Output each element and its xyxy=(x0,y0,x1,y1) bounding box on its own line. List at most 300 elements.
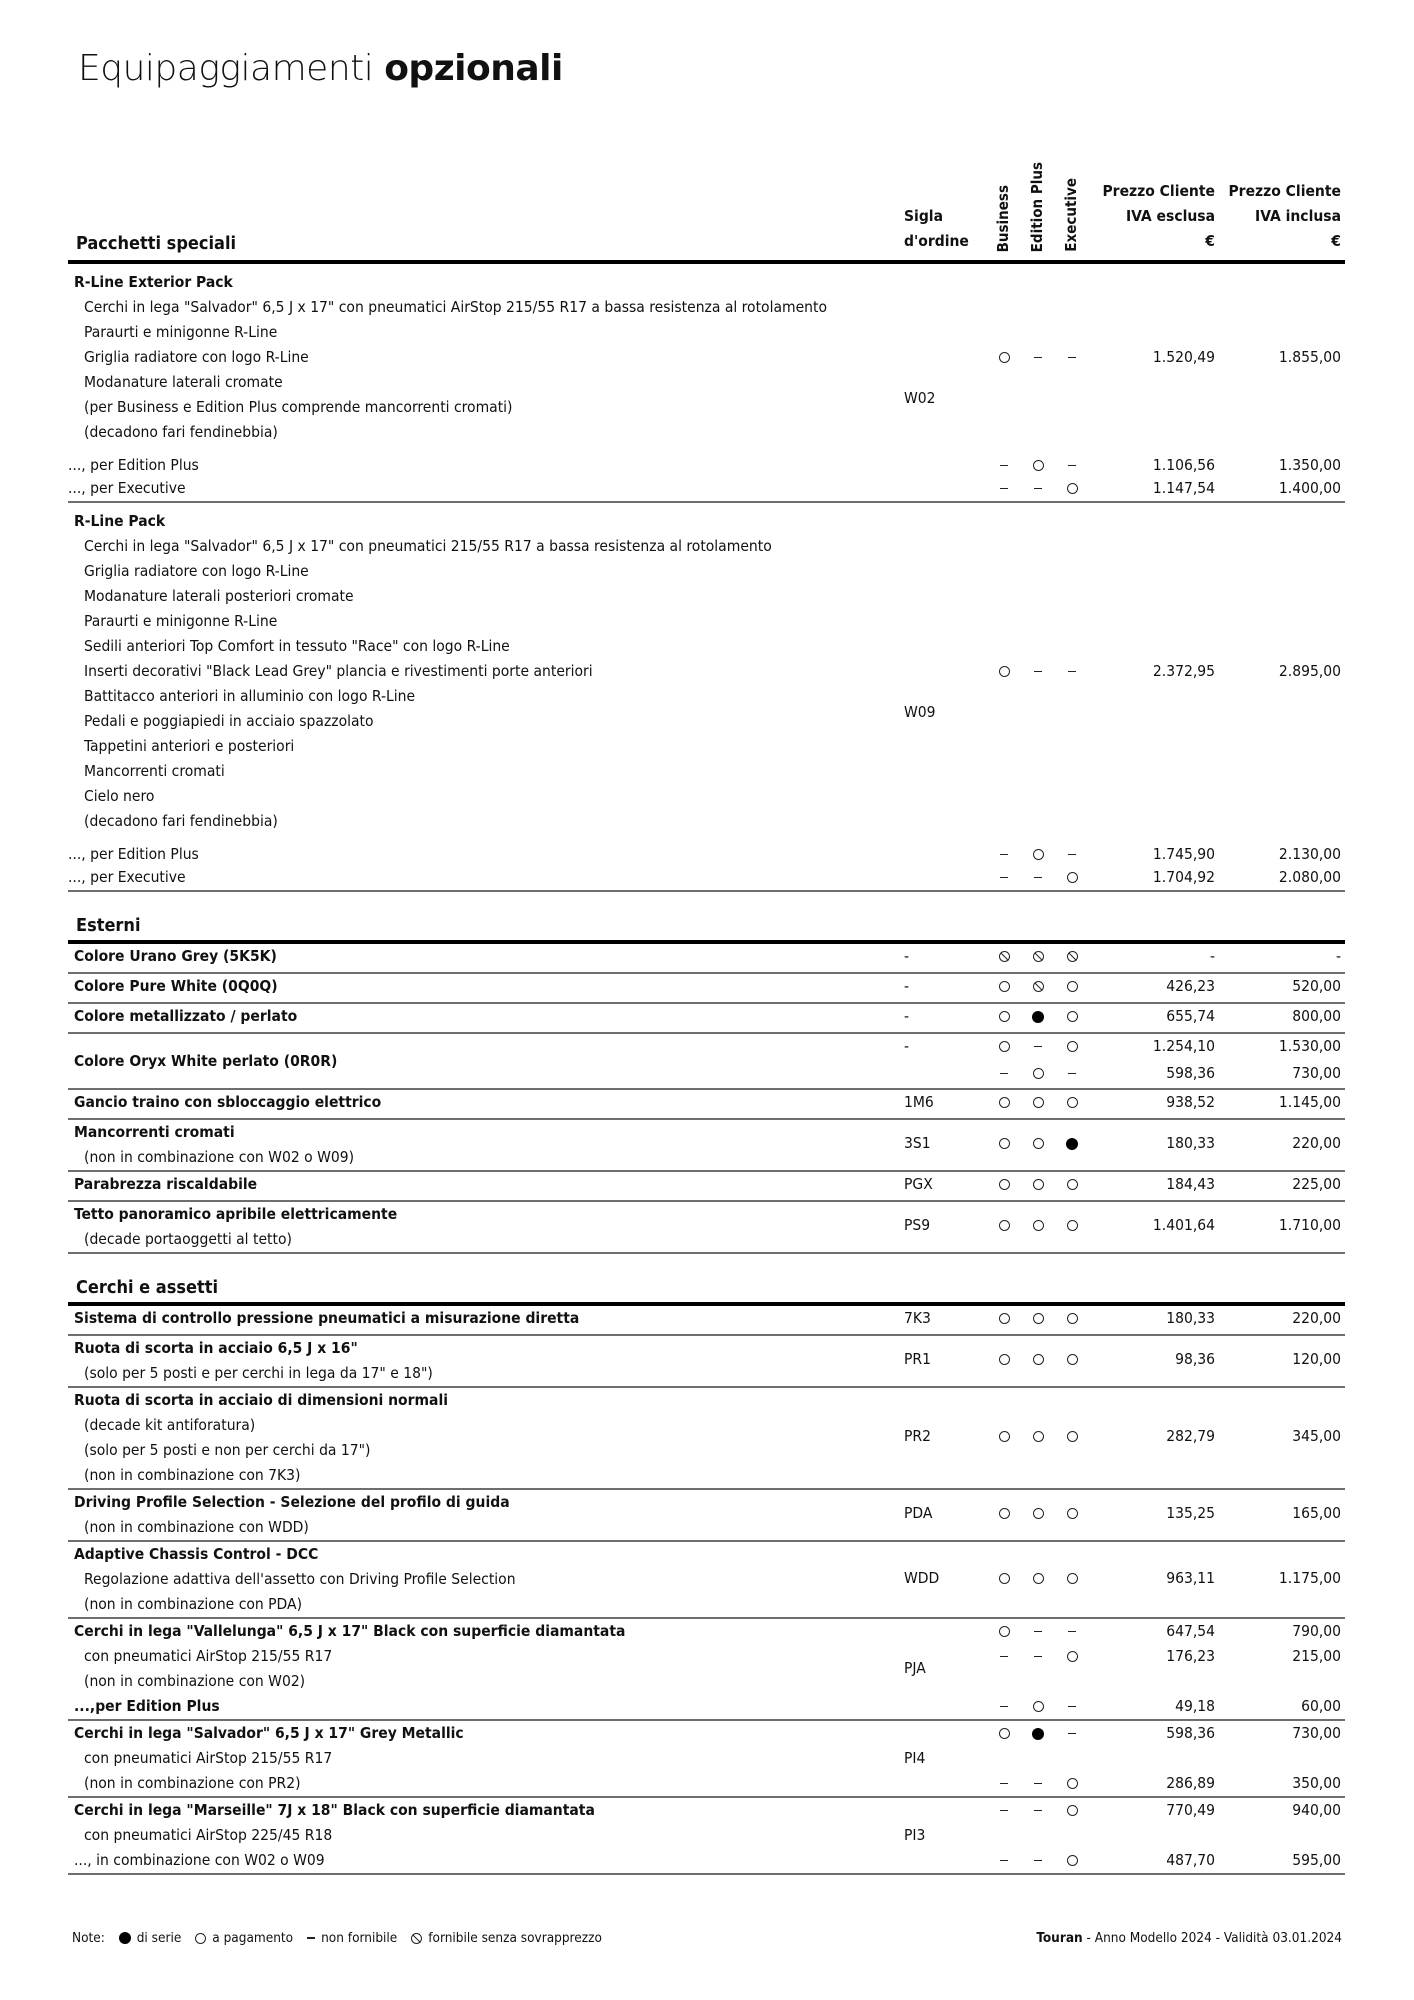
price-incl-vat: 225,00 xyxy=(1292,1175,1341,1193)
availability-business xyxy=(994,456,1014,474)
no-charge-icon xyxy=(999,951,1010,962)
availability-executive xyxy=(1062,1064,1082,1082)
dash-icon xyxy=(1000,1706,1008,1708)
price-incl-vat: 1.175,00 xyxy=(1278,1568,1341,1587)
line-text: Colore Pure White (0Q0Q) xyxy=(74,977,278,995)
price-incl-vat: 2.080,00 xyxy=(1278,868,1341,886)
package-item xyxy=(68,503,1345,892)
price-excl-vat: 487,70 xyxy=(1166,1851,1215,1869)
line-text: Ruota di scorta in acciaio 6,5 J x 16" xyxy=(74,1339,358,1357)
price-incl-vat: 165,00 xyxy=(1292,1504,1341,1522)
price-excl-vat: 598,36 xyxy=(1166,1064,1215,1082)
price-excl-vat: 1.520,49 xyxy=(1152,348,1215,366)
filled-dot-icon xyxy=(1066,1138,1078,1150)
order-code: WDD xyxy=(904,1568,940,1587)
option-row xyxy=(68,1034,1345,1090)
price-excl-vat: 1.254,10 xyxy=(1152,1037,1215,1055)
price-incl-vat: 2.895,00 xyxy=(1278,662,1341,680)
availability-executive xyxy=(1062,1774,1082,1792)
order-code: PR1 xyxy=(904,1350,931,1368)
circle-icon xyxy=(999,1626,1010,1637)
availability-edition-plus xyxy=(1028,1801,1048,1819)
dash-icon xyxy=(1034,671,1042,673)
circle-icon xyxy=(999,666,1010,677)
line-text: (non in combinazione con PR2) xyxy=(84,1774,301,1792)
line-text: Battitacco anteriori in alluminio con logo R-Line xyxy=(84,687,416,705)
line-text: Paraurti e minigonne R-Line xyxy=(84,323,278,341)
availability-business xyxy=(994,348,1014,366)
option-row xyxy=(68,974,1345,1004)
availability-business xyxy=(994,868,1014,886)
price-excl-vat: 1.147,54 xyxy=(1152,479,1215,497)
price-incl-vat: 220,00 xyxy=(1292,1309,1341,1327)
line-text: Regolazione adattiva dell'assetto con Driving Profile Selection xyxy=(84,1570,516,1588)
availability-executive xyxy=(1062,1697,1082,1715)
availability-business xyxy=(994,947,1014,965)
line-text: Sedili anteriori Top Comfort in tessuto "Race" con logo R-Line xyxy=(84,637,510,655)
line-text: (solo per 5 posti e per cerchi in lega da 17" e 18") xyxy=(84,1364,433,1382)
availability-business xyxy=(994,1697,1014,1715)
price-excl-vat: 135,25 xyxy=(1166,1504,1215,1522)
line-text: Paraurti e minigonne R-Line xyxy=(84,612,278,630)
circle-icon xyxy=(1033,1508,1044,1519)
availability-executive xyxy=(1062,1801,1082,1819)
legend-label: di serie xyxy=(136,1930,182,1946)
order-code: PJA xyxy=(904,1659,926,1677)
circle-icon xyxy=(1067,1354,1078,1365)
line-text: Pedali e poggiapiedi in acciaio spazzolato xyxy=(84,712,374,730)
option-row xyxy=(68,1306,1345,1336)
line-text: ..., per Executive xyxy=(68,868,186,886)
package-title: R-Line Exterior Pack xyxy=(74,273,233,291)
price-excl-vat: 655,74 xyxy=(1166,1007,1215,1025)
section-title: Pacchetti speciali xyxy=(76,233,237,254)
availability-executive xyxy=(1062,868,1082,886)
line-text: con pneumatici AirStop 215/55 R17 xyxy=(84,1749,333,1767)
line-text: Mancorrenti cromati xyxy=(74,1123,235,1141)
availability-executive xyxy=(1062,1175,1082,1193)
table-body xyxy=(68,264,1345,1875)
line-text: (per Business e Edition Plus comprende mancorrenti cromati) xyxy=(84,398,513,416)
dash-icon xyxy=(307,1937,315,1939)
circle-icon xyxy=(1033,1354,1044,1365)
circle-icon xyxy=(1033,1068,1044,1079)
circle-icon xyxy=(999,1041,1010,1052)
dash-icon xyxy=(1068,671,1076,673)
availability-business xyxy=(994,1427,1014,1445)
dash-icon xyxy=(1068,1631,1076,1633)
dash-icon xyxy=(1034,357,1042,359)
order-code: PS9 xyxy=(904,1216,931,1234)
line-text: Cerchi in lega "Salvador" 6,5 J x 17" con pneumatici AirStop 215/55 R17 a bassa resistenza al rotolamento xyxy=(84,298,828,316)
dash-icon xyxy=(1068,854,1076,856)
order-code: 7K3 xyxy=(904,1309,931,1327)
circle-icon xyxy=(1033,1220,1044,1231)
order-code: - xyxy=(904,1007,910,1025)
price-excl-vat: 770,49 xyxy=(1166,1801,1215,1819)
option-row xyxy=(68,1798,1345,1875)
line-text: ..., in combinazione con W02 o W09 xyxy=(74,1851,325,1869)
availability-executive xyxy=(1062,1622,1082,1640)
line-text: (non in combinazione con WDD) xyxy=(84,1518,309,1536)
no-charge-icon xyxy=(1033,981,1044,992)
dash-icon xyxy=(1034,1783,1042,1785)
price-incl-vat: 2.130,00 xyxy=(1278,845,1341,863)
col-executive: Executive xyxy=(1062,178,1080,252)
availability-edition-plus xyxy=(1028,1504,1048,1522)
availability-business xyxy=(994,1093,1014,1111)
circle-icon xyxy=(999,1011,1010,1022)
availability-executive xyxy=(1062,947,1082,965)
price-incl-vat: 1.400,00 xyxy=(1278,479,1341,497)
price-incl-vat: 120,00 xyxy=(1292,1350,1341,1368)
line-text: con pneumatici AirStop 225/45 R18 xyxy=(84,1826,333,1844)
dash-icon xyxy=(1034,877,1042,879)
dash-icon xyxy=(1068,1706,1076,1708)
col-sigla: Sigla d'ordine xyxy=(904,207,969,250)
circle-icon xyxy=(1067,1651,1078,1662)
dash-icon xyxy=(1068,357,1076,359)
price-incl-vat: 730,00 xyxy=(1292,1064,1341,1082)
availability-edition-plus xyxy=(1028,1851,1048,1869)
option-row xyxy=(68,1090,1345,1120)
line-text: Modanature laterali cromate xyxy=(84,373,283,391)
no-charge-icon xyxy=(1033,951,1044,962)
filled-dot-icon xyxy=(119,1932,131,1944)
dash-icon xyxy=(1034,1046,1042,1048)
title-light: Equipaggiamenti xyxy=(78,48,374,89)
line-text: Tappetini anteriori e posteriori xyxy=(84,737,295,755)
price-excl-vat: 1.745,90 xyxy=(1152,845,1215,863)
availability-executive xyxy=(1062,479,1082,497)
circle-icon xyxy=(999,981,1010,992)
availability-business xyxy=(994,977,1014,995)
option-row xyxy=(68,1202,1345,1254)
availability-business xyxy=(994,1175,1014,1193)
availability-business xyxy=(994,1134,1014,1152)
circle-icon xyxy=(999,1179,1010,1190)
order-code: - xyxy=(904,947,910,965)
circle-icon xyxy=(999,1508,1010,1519)
line-text: (non in combinazione con W02 o W09) xyxy=(84,1148,355,1166)
line-text: ..., per Edition Plus xyxy=(68,456,199,474)
option-row xyxy=(68,944,1345,974)
availability-edition-plus xyxy=(1028,1309,1048,1327)
price-incl-vat: 215,00 xyxy=(1292,1647,1341,1665)
price-excl-vat: 282,79 xyxy=(1166,1427,1215,1445)
availability-executive xyxy=(1062,348,1082,366)
availability-executive xyxy=(1062,1007,1082,1025)
price-incl-vat: 730,00 xyxy=(1292,1724,1341,1742)
availability-executive xyxy=(1062,1216,1082,1234)
dash-icon xyxy=(1034,1860,1042,1862)
order-code: - xyxy=(904,977,910,995)
dash-icon xyxy=(1000,465,1008,467)
line-text: Colore metallizzato / perlato xyxy=(74,1007,298,1025)
circle-icon xyxy=(1067,1508,1078,1519)
circle-icon xyxy=(1067,1778,1078,1789)
price-excl-vat: 426,23 xyxy=(1166,977,1215,995)
price-incl-vat: 790,00 xyxy=(1292,1622,1341,1640)
dash-icon xyxy=(1000,1073,1008,1075)
line-text: Cerchi in lega "Vallelunga" 6,5 J x 17" Black con superficie diamantata xyxy=(74,1622,626,1640)
circle-icon xyxy=(999,1354,1010,1365)
price-excl-vat: 963,11 xyxy=(1166,1568,1215,1587)
availability-edition-plus xyxy=(1028,1569,1048,1587)
line-text: (decade kit antiforatura) xyxy=(84,1416,256,1434)
filled-dot-icon xyxy=(1032,1011,1044,1023)
circle-icon xyxy=(1067,981,1078,992)
availability-edition-plus xyxy=(1028,1175,1048,1193)
availability-edition-plus xyxy=(1028,1350,1048,1368)
option-row xyxy=(68,1542,1345,1619)
col-business: Business xyxy=(994,184,1012,252)
availability-executive xyxy=(1062,1134,1082,1152)
line-text: Cerchi in lega "Salvador" 6,5 J x 17" con pneumatici 215/55 R17 a bassa resistenza al rotolamento xyxy=(84,537,772,555)
price-incl-vat: - xyxy=(1335,947,1341,965)
table-header xyxy=(68,152,1345,260)
circle-icon xyxy=(1067,1179,1078,1190)
price-excl-vat: 647,54 xyxy=(1166,1622,1215,1640)
order-code: 1M6 xyxy=(904,1093,934,1111)
line-text: Griglia radiatore con logo R-Line xyxy=(84,562,309,580)
availability-business xyxy=(994,1647,1014,1665)
availability-business xyxy=(994,1724,1014,1742)
circle-icon xyxy=(1067,1573,1078,1584)
circle-icon xyxy=(1033,1138,1044,1149)
availability-edition-plus xyxy=(1028,1774,1048,1792)
price-excl-vat: 184,43 xyxy=(1166,1175,1215,1193)
price-excl-vat: 1.401,64 xyxy=(1152,1216,1215,1234)
price-incl-vat: 1.530,00 xyxy=(1278,1037,1341,1055)
availability-executive xyxy=(1062,1504,1082,1522)
availability-edition-plus xyxy=(1028,947,1048,965)
line-text: Ruota di scorta in acciaio di dimensioni normali xyxy=(74,1391,449,1409)
availability-executive xyxy=(1062,456,1082,474)
circle-icon xyxy=(999,1573,1010,1584)
line-text: Cielo nero xyxy=(84,787,155,805)
dash-icon xyxy=(1000,1860,1008,1862)
footer-model-info xyxy=(1036,1930,1342,1946)
availability-edition-plus xyxy=(1028,1647,1048,1665)
dash-icon xyxy=(1000,854,1008,856)
no-charge-icon xyxy=(1067,951,1078,962)
dash-icon xyxy=(1068,465,1076,467)
price-excl-vat: 98,36 xyxy=(1175,1350,1215,1368)
price-incl-vat: 60,00 xyxy=(1301,1697,1341,1715)
dash-icon xyxy=(1000,1656,1008,1658)
availability-edition-plus xyxy=(1028,977,1048,995)
order-code: PR2 xyxy=(904,1427,931,1445)
availability-business xyxy=(994,1504,1014,1522)
availability-business xyxy=(994,1851,1014,1869)
availability-business xyxy=(994,1569,1014,1587)
filled-dot-icon xyxy=(1032,1728,1044,1740)
dash-icon xyxy=(1000,488,1008,490)
price-incl-vat: 1.350,00 xyxy=(1278,456,1341,474)
option-row xyxy=(68,1172,1345,1202)
availability-business xyxy=(994,845,1014,863)
price-excl-vat: 180,33 xyxy=(1166,1309,1215,1327)
price-incl-vat: 1.145,00 xyxy=(1278,1093,1341,1111)
price-incl-vat: 940,00 xyxy=(1292,1801,1341,1819)
model-name: Touran xyxy=(1036,1930,1083,1946)
option-row xyxy=(68,1004,1345,1034)
availability-business xyxy=(994,1216,1014,1234)
order-code: W09 xyxy=(904,703,936,721)
availability-edition-plus xyxy=(1028,868,1048,886)
circle-icon xyxy=(1067,1855,1078,1866)
line-text: (non in combinazione con W02) xyxy=(84,1672,306,1690)
circle-icon xyxy=(1033,1573,1044,1584)
note-label: Note: xyxy=(72,1930,105,1946)
line-text: (solo per 5 posti e non per cerchi da 17") xyxy=(84,1441,371,1459)
availability-edition-plus xyxy=(1028,1697,1048,1715)
price-excl-vat: 1.106,56 xyxy=(1152,456,1215,474)
circle-icon xyxy=(1033,460,1044,471)
circle-icon xyxy=(1067,1431,1078,1442)
line-text: Parabrezza riscaldabile xyxy=(74,1175,258,1193)
order-code: PGX xyxy=(904,1175,933,1193)
circle-icon xyxy=(1033,1701,1044,1712)
availability-business xyxy=(994,1007,1014,1025)
availability-business xyxy=(994,662,1014,680)
option-row xyxy=(68,1721,1345,1798)
line-text: ..., per Edition Plus xyxy=(68,845,199,863)
circle-icon xyxy=(1067,1805,1078,1816)
circle-icon xyxy=(1067,1313,1078,1324)
dash-icon xyxy=(1034,1810,1042,1812)
order-code: W02 xyxy=(904,389,936,407)
legend xyxy=(72,1930,616,1946)
price-incl-vat: 520,00 xyxy=(1292,977,1341,995)
circle-icon xyxy=(195,1933,206,1944)
line-text: (decadono fari fendinebbia) xyxy=(84,423,278,441)
circle-icon xyxy=(999,352,1010,363)
line-text: ..., per Executive xyxy=(68,479,186,497)
line-text: Driving Profile Selection - Selezione del profilo di guida xyxy=(74,1493,510,1511)
availability-executive xyxy=(1062,1647,1082,1665)
availability-edition-plus xyxy=(1028,845,1048,863)
line-text: Adaptive Chassis Control - DCC xyxy=(74,1545,319,1563)
availability-executive xyxy=(1062,1427,1082,1445)
dash-icon xyxy=(1000,877,1008,879)
availability-business xyxy=(994,1801,1014,1819)
legend-item xyxy=(195,1930,293,1946)
dash-icon xyxy=(1034,1631,1042,1633)
legend-label: non fornibile xyxy=(321,1930,398,1946)
availability-edition-plus xyxy=(1028,1134,1048,1152)
line-text: ...,per Edition Plus xyxy=(74,1697,220,1715)
price-incl-vat: 220,00 xyxy=(1292,1134,1341,1152)
circle-icon xyxy=(999,1728,1010,1739)
price-incl-vat: 800,00 xyxy=(1292,1007,1341,1025)
circle-icon xyxy=(1067,1041,1078,1052)
price-excl-vat: 49,18 xyxy=(1175,1697,1215,1715)
price-incl-vat: 1.710,00 xyxy=(1278,1216,1341,1234)
title-bold: opzionali xyxy=(384,48,563,89)
availability-edition-plus xyxy=(1028,1007,1048,1025)
order-code: PI4 xyxy=(904,1748,926,1767)
options-table xyxy=(68,152,1345,1875)
availability-edition-plus xyxy=(1028,1216,1048,1234)
line-text: Griglia radiatore con logo R-Line xyxy=(84,348,309,366)
dash-icon xyxy=(1068,1733,1076,1735)
availability-business xyxy=(994,1309,1014,1327)
availability-executive xyxy=(1062,1037,1082,1055)
line-text: Cerchi in lega "Salvador" 6,5 J x 17" Grey Metallic xyxy=(74,1724,464,1742)
dash-icon xyxy=(1000,1783,1008,1785)
availability-business xyxy=(994,1350,1014,1368)
circle-icon xyxy=(1033,1313,1044,1324)
circle-icon xyxy=(1033,849,1044,860)
line-text: Colore Oryx White perlato (0R0R) xyxy=(74,1052,338,1070)
availability-edition-plus xyxy=(1028,1093,1048,1111)
line-text: Cerchi in lega "Marseille" 7J x 18" Black con superficie diamantata xyxy=(74,1801,595,1819)
order-code: 3S1 xyxy=(904,1134,931,1152)
legend-item xyxy=(411,1930,602,1946)
page-title xyxy=(78,48,563,89)
package-item xyxy=(68,264,1345,503)
option-row xyxy=(68,1388,1345,1490)
availability-executive xyxy=(1062,1309,1082,1327)
col-price-excl: Prezzo Cliente IVA esclusa € xyxy=(1102,182,1215,250)
availability-business xyxy=(994,479,1014,497)
line-text: Colore Urano Grey (5K5K) xyxy=(74,947,277,965)
line-text: Sistema di controllo pressione pneumatici a misurazione diretta xyxy=(74,1309,580,1327)
price-incl-vat: 345,00 xyxy=(1292,1427,1341,1445)
availability-business xyxy=(994,1064,1014,1082)
price-incl-vat: 1.855,00 xyxy=(1278,348,1341,366)
availability-business xyxy=(994,1622,1014,1640)
availability-executive xyxy=(1062,1350,1082,1368)
legend-item xyxy=(119,1930,182,1946)
price-incl-vat: 350,00 xyxy=(1292,1774,1341,1792)
legend-item xyxy=(307,1930,397,1946)
col-price-incl: Prezzo Cliente IVA inclusa € xyxy=(1228,182,1341,250)
circle-icon xyxy=(1067,483,1078,494)
availability-edition-plus xyxy=(1028,1064,1048,1082)
circle-icon xyxy=(1067,1011,1078,1022)
price-excl-vat: 180,33 xyxy=(1166,1134,1215,1152)
availability-executive xyxy=(1062,1569,1082,1587)
legend-label: fornibile senza sovrapprezzo xyxy=(428,1930,602,1946)
line-text: (non in combinazione con 7K3) xyxy=(84,1466,301,1484)
dash-icon xyxy=(1034,488,1042,490)
availability-edition-plus xyxy=(1028,1622,1048,1640)
price-excl-vat: 176,23 xyxy=(1166,1647,1215,1665)
availability-executive xyxy=(1062,977,1082,995)
price-excl-vat: 938,52 xyxy=(1166,1093,1215,1111)
col-edition-plus: Edition Plus xyxy=(1028,161,1046,252)
circle-icon xyxy=(999,1313,1010,1324)
dash-icon xyxy=(1034,1656,1042,1658)
circle-icon xyxy=(999,1431,1010,1442)
availability-executive xyxy=(1062,845,1082,863)
circle-icon xyxy=(1067,1220,1078,1231)
option-row xyxy=(68,1619,1345,1721)
availability-business xyxy=(994,1774,1014,1792)
option-row xyxy=(68,1120,1345,1172)
dash-icon xyxy=(1068,1073,1076,1075)
availability-edition-plus xyxy=(1028,1724,1048,1742)
circle-icon xyxy=(1067,1097,1078,1108)
package-title: R-Line Pack xyxy=(74,512,166,530)
line-text: con pneumatici AirStop 215/55 R17 xyxy=(84,1647,333,1665)
availability-business xyxy=(994,1037,1014,1055)
price-excl-vat: 2.372,95 xyxy=(1152,662,1215,680)
availability-executive xyxy=(1062,1093,1082,1111)
